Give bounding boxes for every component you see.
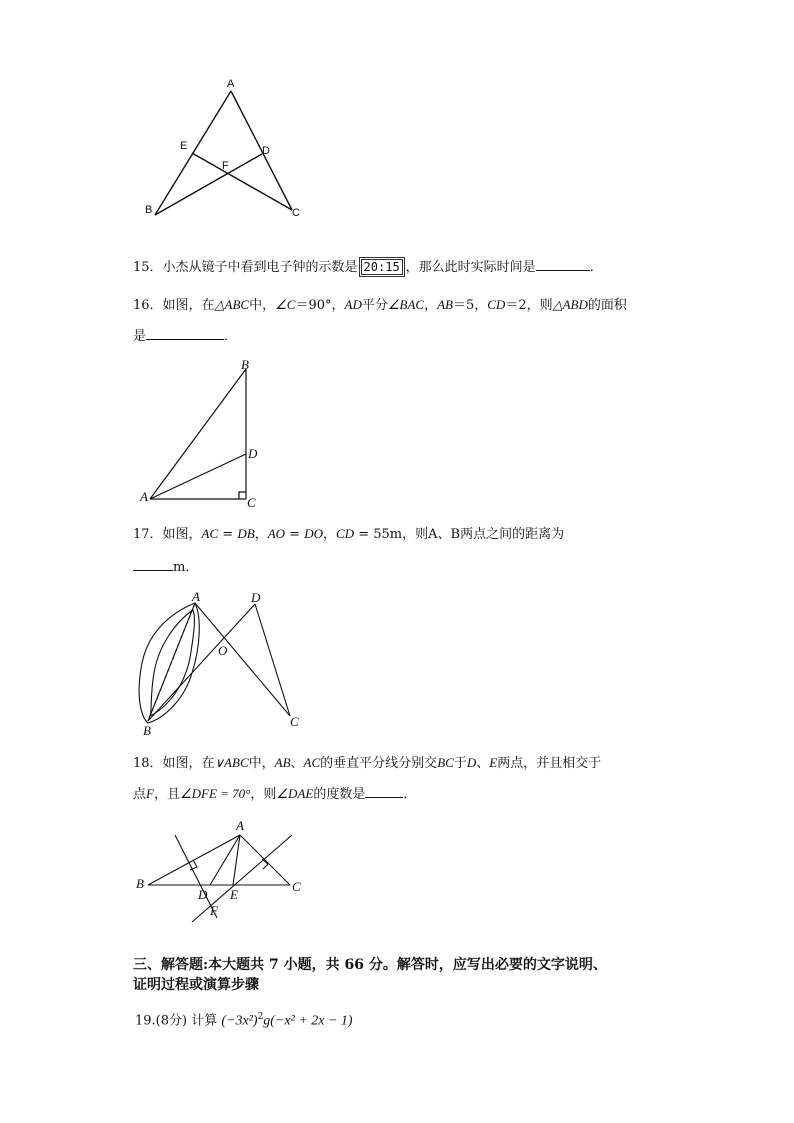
q18-t18: ，则 <box>250 787 277 802</box>
label-d: D <box>262 145 270 157</box>
q17-t12: A <box>428 527 438 542</box>
label-b: B <box>143 723 151 738</box>
question-17-line1 <box>133 525 564 544</box>
q16-t14: △ABD <box>552 297 588 312</box>
q16-t2: △ABC <box>214 297 250 312</box>
label-e: E <box>230 887 238 902</box>
label-c: C <box>292 207 300 219</box>
q19-exponent: 2 <box>257 1012 264 1022</box>
section-heading-line2: 证明过程或演算步骤 <box>133 977 259 993</box>
question-16-line1 <box>133 296 627 315</box>
answer-blank-15[interactable] <box>536 258 590 271</box>
label-a: A <box>227 78 235 90</box>
q17-t14: B <box>450 527 461 542</box>
q18-t17: ∠DFE = 70° <box>179 786 251 801</box>
q16-t16: 是 <box>133 329 147 344</box>
q15-text: 15．小杰从镜子中看到电子钟的示数是 <box>133 260 358 275</box>
q18-t4: AB <box>274 755 291 770</box>
q18-t9: 于 <box>453 756 467 771</box>
clock-display: 20:15 <box>361 259 403 275</box>
q17-t2: AC <box>201 526 219 541</box>
q15-text-2: ，那么此时实际时间是 <box>405 260 536 275</box>
q16-t4: ∠C <box>275 297 296 312</box>
q17-t1: 17．如图， <box>133 527 202 542</box>
q17-t5: ， <box>254 527 268 542</box>
q18-t1: 18．如图，在 <box>133 756 215 771</box>
q17-t4: DB <box>237 526 255 541</box>
q16-t13: ＝2，则 <box>505 298 553 313</box>
q18-t15: F <box>146 786 154 801</box>
q18-t19: ∠DAE <box>276 786 314 801</box>
question-16-line2 <box>133 327 237 346</box>
q18-t14: 点 <box>133 787 147 802</box>
q15-end: ． <box>589 260 603 275</box>
q16-t8: ∠BAC <box>387 297 425 312</box>
label-b: B <box>136 876 144 891</box>
label-a: A <box>192 589 200 604</box>
label-c: C <box>292 879 301 894</box>
label-d: D <box>251 590 261 605</box>
label-c: C <box>247 495 256 510</box>
q16-t7: 平分 <box>361 298 388 313</box>
q16-t1: 16．如图，在 <box>133 298 215 313</box>
q18-t7: 的垂直平分线分别交 <box>320 756 438 771</box>
answer-blank-18[interactable] <box>365 785 403 798</box>
q19-expr-a: (−3x²) <box>221 1013 258 1029</box>
label-f: F <box>222 160 229 172</box>
question-18-line2 <box>133 785 416 804</box>
q17-t9: ， <box>323 527 337 542</box>
label-b: B <box>145 204 153 216</box>
q18-t20: 的度数是 <box>313 787 366 802</box>
figure-triangle-abc-efd <box>140 75 320 225</box>
q18-t10: D <box>466 755 477 770</box>
q17-t10: CD <box>336 526 355 541</box>
figure-pond-crossing <box>130 588 310 738</box>
answer-blank-17[interactable] <box>133 558 173 571</box>
answer-blank-16[interactable] <box>146 327 224 340</box>
q17-t13: 、 <box>437 527 451 542</box>
q16-t11: ＝5， <box>452 298 488 313</box>
q17-t3: = <box>218 527 238 542</box>
q18-t8: BC <box>437 755 454 770</box>
label-a: A <box>140 489 148 504</box>
q18-t13: 两点，并且相交于 <box>497 756 602 771</box>
q17-t15: 两点之间的距离为 <box>460 527 565 542</box>
q16-t12: CD <box>487 297 506 312</box>
q19-expr-b: g(−x² + 2x − 1) <box>263 1013 353 1029</box>
question-18-line1 <box>133 754 601 773</box>
q16-t9: ， <box>424 298 438 313</box>
section-heading <box>133 955 607 995</box>
label-e: E <box>180 140 188 152</box>
label-a: A <box>236 818 244 833</box>
label-d: D <box>198 887 208 902</box>
q18-t16: ，且 <box>153 787 180 802</box>
label-o: O <box>218 643 228 658</box>
q16-t15: 的面积 <box>587 298 627 313</box>
q18-t2: ∨ABC <box>214 755 249 770</box>
label-f: F <box>210 903 218 918</box>
figure-perpendicular-bisectors <box>130 815 310 930</box>
q18-t12: E <box>489 755 498 770</box>
question-15 <box>133 258 603 277</box>
q17-t8: DO <box>304 526 323 541</box>
question-17-line2 <box>133 558 198 577</box>
section-heading-line1: 三、解答题:本大题共 7 小题，共 66 分。解答时，应写出必要的文字说明、 <box>133 957 607 973</box>
q18-t21: ． <box>403 787 417 802</box>
figure-right-triangle <box>135 355 270 515</box>
q18-t11: 、 <box>476 756 490 771</box>
q16-t6: AD <box>344 297 362 312</box>
q17-unit: m． <box>173 560 199 575</box>
q17-t7: = <box>285 527 305 542</box>
q17-t11: = 55m，则 <box>354 527 429 542</box>
q18-t6: AC <box>303 755 321 770</box>
q18-t3: 中， <box>248 756 275 771</box>
q17-t6: AO <box>267 526 286 541</box>
label-c: C <box>290 714 299 729</box>
label-b: B <box>241 357 249 372</box>
q16-t10: AB <box>437 297 453 312</box>
q19-prefix: 19.(8分) 计算 <box>135 1013 218 1029</box>
q16-t3: 中， <box>249 298 276 313</box>
q16-t17: ． <box>224 329 238 344</box>
label-d: D <box>248 446 258 461</box>
q16-t5: ＝90°， <box>295 298 345 313</box>
question-19 <box>135 1008 353 1030</box>
q18-t5: 、 <box>290 756 304 771</box>
